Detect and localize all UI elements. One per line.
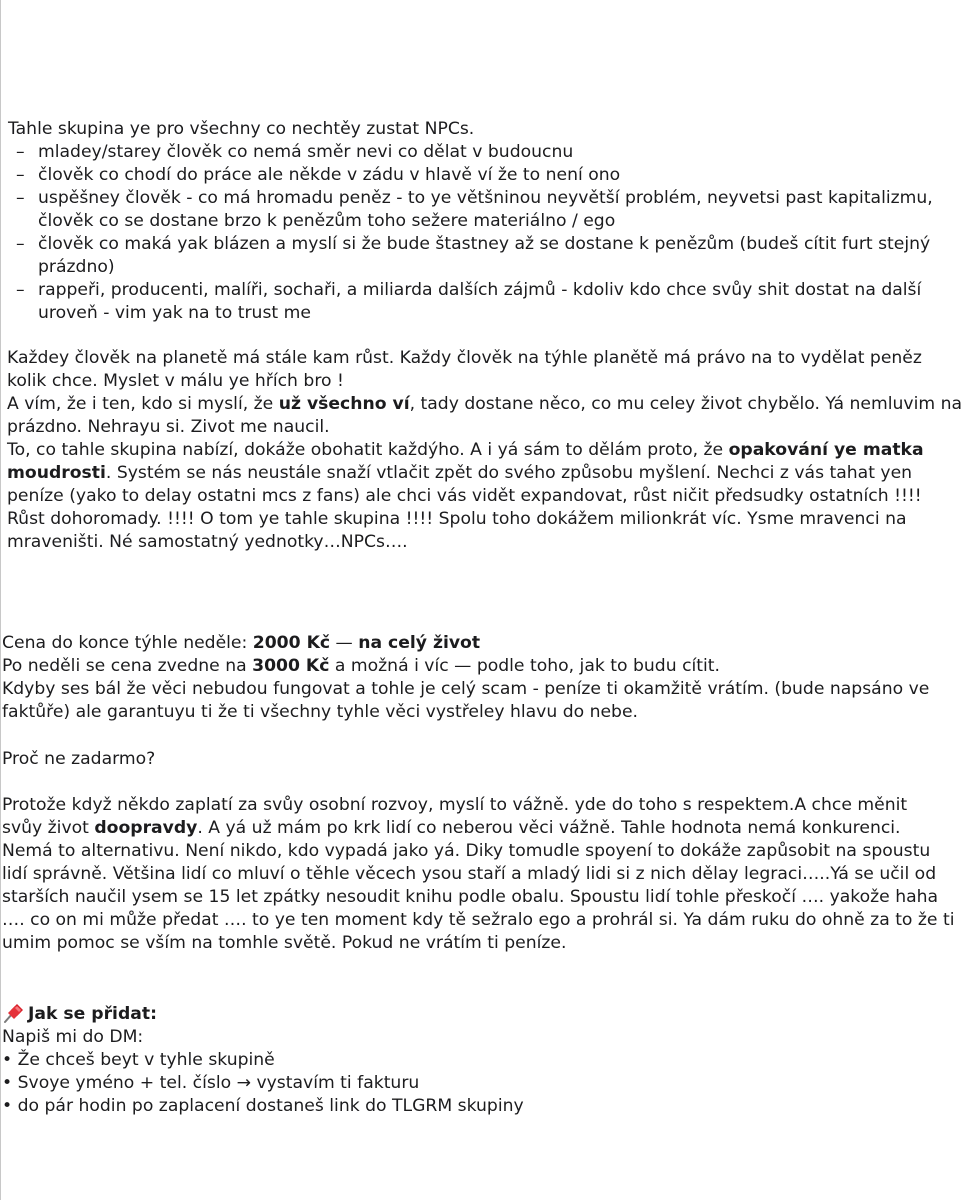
price-current: 2000 Kč (252, 633, 331, 653)
text-run: , tady dostane něco, co mu celey život chybělo. Yá nemluvim na (409, 394, 962, 414)
join-subtitle: Napiš mi do DM: (2, 1027, 144, 1047)
list-item-line: člověk co maká yak blázen a myslí si že bude štastney až se dostane k penězům (budeš cítit furt stejný (38, 234, 931, 254)
price-future: 3000 Kč (252, 656, 330, 676)
paragraph-line: Každey člověk na planetě má stále kam růst. Každy člověk na týhle planětě má právo na to vydělat peněz (7, 348, 922, 368)
why-answer (2, 794, 955, 955)
text-run: To, co tahle skupina nabízí, dokáže obohatit každýho. A i yá sám to dělám proto, že (7, 440, 729, 460)
dash-bullet: – (16, 234, 25, 254)
join-section (2, 1003, 524, 1118)
bold-text: na celý život (358, 633, 481, 653)
bullet: • (2, 1050, 13, 1070)
paragraph-line: mraveništi. Né samostatný yednotky…NPCs…. (7, 532, 408, 552)
list-item (2, 1072, 524, 1095)
intro-section (8, 118, 933, 325)
text-run: A vím, že i ten, kdo si myslí, že (7, 394, 279, 414)
main-paragraph (7, 347, 962, 554)
audience-list (8, 141, 933, 325)
paragraph-line: umim pomoc se vším na tomhle světě. Pokud ne vrátím ti peníze. (2, 933, 567, 953)
list-item-line: uroveň - vim yak na to trust me (38, 303, 311, 323)
list-item (8, 141, 933, 164)
list-item (8, 233, 933, 279)
paragraph-line: starších naučil ysem se 15 let zpátky nesoudit knihu podle obalu. Spoustu lidí tohle přeskočí …. yakože haha (2, 887, 939, 907)
list-item-line: rappeři, producenti, malíři, sochaři, a miliarda dalších zájmů - kdoliv kdo chce svůy shit dostat na další (38, 280, 922, 300)
list-item (8, 164, 933, 187)
paragraph-line: Nemá to alternativu. Není nikdo, kdo vypadá jako yá. Diky tomudle spoyení to dokáže zapůsobit na spoustu (2, 841, 931, 861)
text-run: a možná i víc — podle toho, jak to budu cítit. (329, 656, 721, 676)
list-item (8, 187, 933, 233)
list-item (2, 1095, 524, 1118)
price-line (2, 632, 929, 655)
intro-title: Tahle skupina ye pro všechny co nechtěy zustat NPCs. (8, 119, 475, 139)
list-item-text: Že chceš beyt v tyhle skupině (17, 1050, 275, 1070)
text-run: . A yá už mám po krk lidí co neberou věci vážně. Tahle hodnota nemá konkurenci. (197, 818, 901, 838)
list-item-line: člověk co chodí do práce ale někde v zádu v hlavě ví že to není ono (38, 165, 621, 185)
text-run: svůy život (2, 818, 95, 838)
bullet: • (2, 1096, 13, 1116)
list-item-line: uspěšney člověk - co má hromadu peněz - to ye většninou neyvětší problém, neyvetsi past kapitalizmu, (38, 188, 933, 208)
text-run: — (330, 633, 359, 653)
bold-text: už všechno ví (278, 394, 410, 414)
pushpin-icon (2, 1004, 28, 1022)
bold-text: opakování ye matka (728, 440, 924, 460)
join-title: Jak se přidat: (28, 1004, 157, 1024)
paragraph-line: Protože když někdo zaplatí za svůy osobní rozvoy, myslí to vážně. yde do toho s respektem.A chce měnit (2, 795, 908, 815)
text-run: . Systém se nás neustále snaží vtlačit zpět do svého způsobu myšlení. Nechci z vás tahat yen (105, 463, 913, 483)
join-heading (2, 1003, 524, 1026)
pricing-line: Kdyby ses bál že věci nebudou fungovat a tohle je celý scam - peníze ti okamžitě vrátím. (bude napsáno ve (2, 679, 930, 699)
pricing-line: faktůře) ale garantuyu ti že ti všechny tyhle věci vystřeley hlavu do nebe. (2, 702, 638, 722)
bullet: • (2, 1073, 13, 1093)
list-item-line: člověk co se dostane brzo k penězům toho sežere materiálno / ego (38, 211, 616, 231)
dash-bullet: – (16, 142, 25, 162)
list-item-line: mladey/starey člověk co nemá směr nevi co dělat v budoucnu (38, 142, 574, 162)
dash-bullet: – (16, 165, 25, 185)
price-line (2, 655, 929, 678)
paragraph-line: lidí správně. Většina lidí co mluví o těhle věcech ysou staří a mladý lidi si z nich dělay legraci…..Yá se učil od (2, 864, 937, 884)
paragraph-line (2, 817, 955, 840)
list-item-text: Svoye yméno + tel. číslo → vystavím ti fakturu (17, 1073, 420, 1093)
page-left-border (0, 0, 1, 1200)
dash-bullet: – (16, 188, 25, 208)
bold-text: doopravdy (94, 818, 198, 838)
paragraph-line: …. co on mi může předat …. to ye ten moment kdy tě sežralo ego a prohrál si. Ya dám ruku do ohně za to že ti (2, 910, 955, 930)
dash-bullet: – (16, 280, 25, 300)
bold-text: moudrosti (7, 463, 106, 483)
list-item-line: prázdno) (38, 257, 115, 277)
list-item (2, 1049, 524, 1072)
paragraph-line (7, 439, 962, 462)
list-item (8, 279, 933, 325)
paragraph-line (7, 393, 962, 416)
paragraph-line (7, 462, 962, 485)
text-run: Po neděli se cena zvedne na (2, 656, 253, 676)
paragraph-line: kolik chce. Myslet v málu ye hřích bro ! (7, 371, 344, 391)
paragraph-line: peníze (yako to delay ostatni mcs z fans) ale chci vás vidět expandovat, růst ničit předsudky ostatních !!!! (7, 486, 922, 506)
paragraph-line: prázdno. Nehrayu si. Zivot me naucil. (7, 417, 330, 437)
paragraph-line: Růst dohoromady. !!!! O tom ye tahle skupina !!!! Spolu toho dokážem milionkrát víc. Ysme mravenci na (7, 509, 907, 529)
text-run: Cena do konce týhle neděle: (2, 633, 253, 653)
pricing-section (2, 632, 929, 724)
list-item-text: do pár hodin po zaplacení dostaneš link do TLGRM skupiny (17, 1096, 524, 1116)
why-question: Proč ne zadarmo? (2, 749, 156, 769)
